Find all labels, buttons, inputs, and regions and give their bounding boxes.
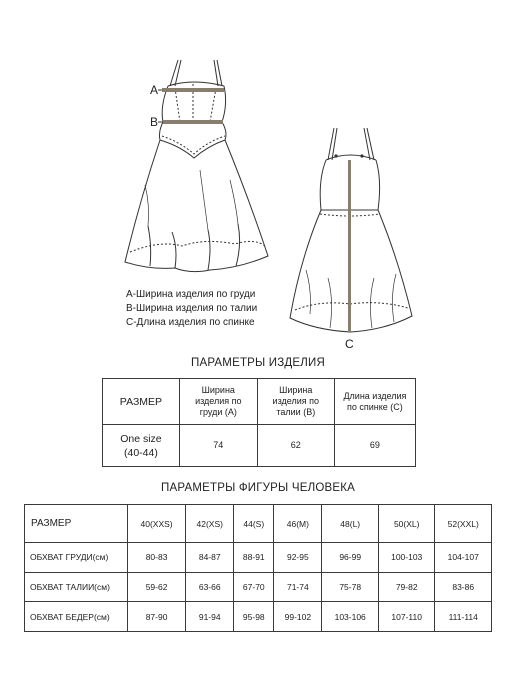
back-length-value: 69 bbox=[334, 425, 415, 467]
table-row bbox=[25, 543, 492, 573]
figure-size-header: РАЗМЕР bbox=[25, 505, 128, 543]
measure-band-b bbox=[163, 120, 223, 124]
size-value bbox=[103, 425, 180, 467]
size-col-3: 44(S) bbox=[234, 505, 274, 543]
size-col-5: 48(L) bbox=[322, 505, 379, 543]
chest-width-value: 74 bbox=[179, 425, 257, 467]
table-cell: 111-114 bbox=[435, 602, 492, 632]
table-row bbox=[25, 572, 492, 602]
figure-params-table bbox=[24, 504, 492, 632]
table-row bbox=[103, 379, 416, 425]
table-row bbox=[103, 425, 416, 467]
measurement-legend bbox=[126, 288, 257, 330]
product-params-title: ПАРАМЕТРЫ ИЗДЕЛИЯ bbox=[190, 357, 326, 369]
chest-row-label: ОБХВАТ ГРУДИ(см) bbox=[25, 543, 128, 573]
marker-c: C bbox=[345, 337, 354, 351]
measure-line-c bbox=[348, 160, 351, 332]
table-cell: 84-87 bbox=[186, 543, 234, 573]
figure-params-title: ПАРАМЕТРЫ ФИГУРЫ ЧЕЛОВЕКА bbox=[161, 482, 355, 494]
table-cell: 107-110 bbox=[378, 602, 435, 632]
table-cell: 103-106 bbox=[322, 602, 379, 632]
table-cell: 87-90 bbox=[128, 602, 186, 632]
chest-width-header: Ширина изделия по груди (A) bbox=[179, 379, 257, 425]
waist-width-value: 62 bbox=[257, 425, 334, 467]
size-col-4: 46(M) bbox=[274, 505, 322, 543]
waist-row-label: ОБХВАТ ТАЛИИ(см) bbox=[25, 572, 128, 602]
table-cell: 88-91 bbox=[234, 543, 274, 573]
table-cell: 75-78 bbox=[322, 572, 379, 602]
table-cell: 59-62 bbox=[128, 572, 186, 602]
size-header: РАЗМЕР bbox=[103, 379, 180, 425]
table-cell: 100-103 bbox=[378, 543, 435, 573]
table-cell: 92-95 bbox=[274, 543, 322, 573]
product-params-table bbox=[102, 378, 416, 467]
table-cell: 79-82 bbox=[378, 572, 435, 602]
marker-a: A bbox=[150, 83, 159, 97]
table-cell: 91-94 bbox=[186, 602, 234, 632]
waist-width-header: Ширина изделия по талии (B) bbox=[257, 379, 334, 425]
legend-item-a: A-Ширина изделия по груди bbox=[126, 289, 256, 300]
size-col-7: 52(XXL) bbox=[435, 505, 492, 543]
table-cell: 99-102 bbox=[274, 602, 322, 632]
table-row bbox=[25, 505, 492, 543]
table-cell: 96-99 bbox=[322, 543, 379, 573]
table-cell: 71-74 bbox=[274, 572, 322, 602]
size-line-2: (40-44) bbox=[124, 446, 158, 459]
measure-band-a bbox=[162, 88, 224, 92]
table-cell: 63-66 bbox=[186, 572, 234, 602]
hips-row-label: ОБХВАТ БЕДЕР(см) bbox=[25, 602, 128, 632]
legend-item-c: C-Длина изделия по спинке bbox=[126, 317, 255, 328]
size-col-1: 40(XXS) bbox=[128, 505, 186, 543]
legend-item-b: B-Ширина изделия по талии bbox=[126, 303, 258, 314]
table-cell: 83-86 bbox=[435, 572, 492, 602]
size-col-6: 50(XL) bbox=[378, 505, 435, 543]
table-cell: 80-83 bbox=[128, 543, 186, 573]
back-length-header: Длина изделия по спинке (C) bbox=[334, 379, 415, 425]
table-row bbox=[25, 602, 492, 632]
table-cell: 104-107 bbox=[435, 543, 492, 573]
table-cell: 67-70 bbox=[234, 572, 274, 602]
size-line-1: One size bbox=[120, 432, 162, 445]
marker-b: B bbox=[150, 115, 159, 129]
size-col-2: 42(XS) bbox=[186, 505, 234, 543]
table-cell: 95-98 bbox=[234, 602, 274, 632]
